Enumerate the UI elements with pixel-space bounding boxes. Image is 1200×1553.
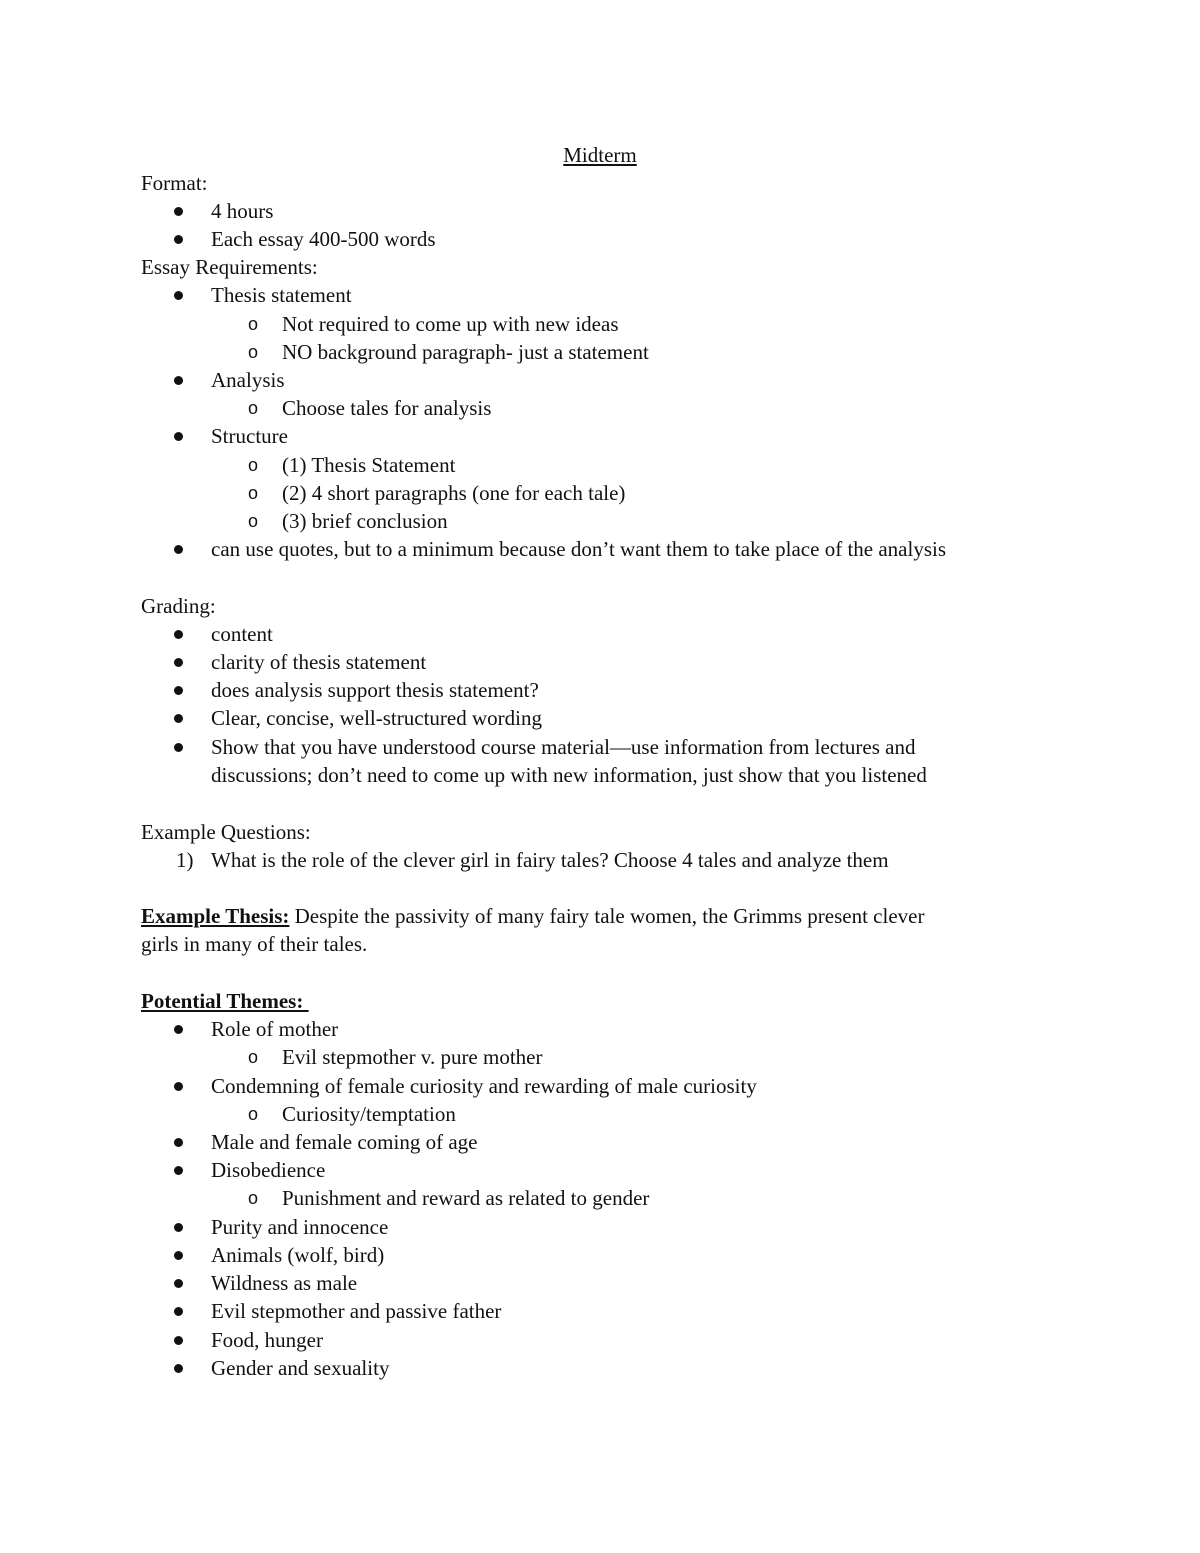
question-number: 1) [176, 848, 194, 872]
requirement-structure: Structure [211, 424, 288, 448]
bullet-icon [174, 545, 183, 554]
sub-bullet-icon: o [248, 455, 259, 475]
bullet-icon [174, 432, 183, 441]
bullet-icon [174, 1307, 183, 1316]
bullet-icon [174, 1223, 183, 1232]
theme-sub-item: Evil stepmother v. pure mother [282, 1045, 543, 1069]
theme-sub-item: Punishment and reward as related to gender [282, 1186, 650, 1210]
requirement-sub-item: Choose tales for analysis [282, 396, 492, 420]
theme-sub-item: Curiosity/temptation [282, 1102, 456, 1126]
sub-bullet-icon: o [248, 314, 259, 334]
requirement-quotes: can use quotes, but to a minimum because don’t want them to take place of the analysis [211, 537, 946, 561]
bullet-icon [174, 1166, 183, 1175]
sub-bullet-icon: o [248, 511, 259, 531]
format-item: Each essay 400-500 words [211, 227, 436, 251]
bullet-icon [174, 235, 183, 244]
example-question: What is the role of the clever girl in fairy tales? Choose 4 tales and analyze them [211, 848, 889, 872]
grading-item-continued: discussions; don’t need to come up with new information, just show that you listened [211, 763, 927, 787]
grading-item: content [211, 622, 273, 646]
theme-item: Gender and sexuality [211, 1356, 390, 1380]
bullet-icon [174, 658, 183, 667]
requirement-sub-item: Not required to come up with new ideas [282, 312, 619, 336]
title-text: Midterm [563, 143, 637, 167]
bullet-icon [174, 1082, 183, 1091]
document-title [0, 141, 1200, 169]
grading-item: does analysis support thesis statement? [211, 678, 539, 702]
theme-item: Wildness as male [211, 1271, 358, 1295]
themes-heading [141, 987, 309, 1015]
theme-item: Condemning of female curiosity and rewarding of male curiosity [211, 1074, 757, 1098]
bullet-icon [174, 1251, 183, 1260]
theme-item: Food, hunger [211, 1328, 323, 1352]
theme-item: Role of mother [211, 1017, 339, 1041]
bullet-icon [174, 207, 183, 216]
requirement-sub-item: (3) brief conclusion [282, 509, 448, 533]
sub-bullet-icon: o [248, 483, 259, 503]
sub-bullet-icon: o [248, 1188, 259, 1208]
format-item: 4 hours [211, 199, 274, 223]
sub-bullet-icon: o [248, 1047, 259, 1067]
bullet-icon [174, 714, 183, 723]
theme-item: Disobedience [211, 1158, 326, 1182]
grading-heading: Grading: [141, 594, 216, 618]
sub-bullet-icon: o [248, 1104, 259, 1124]
bullet-icon [174, 1138, 183, 1147]
example-thesis [141, 902, 924, 930]
format-heading: Format: [141, 171, 208, 195]
theme-item: Evil stepmother and passive father [211, 1299, 502, 1323]
bullet-icon [174, 743, 183, 752]
grading-item: Clear, concise, well-structured wording [211, 706, 542, 730]
sub-bullet-icon: o [248, 342, 259, 362]
requirement-thesis: Thesis statement [211, 283, 352, 307]
theme-item: Purity and innocence [211, 1215, 389, 1239]
bullet-icon [174, 376, 183, 385]
example-thesis-label: Example Thesis: [141, 904, 290, 928]
themes-heading-text: Potential Themes: [141, 989, 309, 1013]
theme-item: Male and female coming of age [211, 1130, 478, 1154]
examples-heading: Example Questions: [141, 820, 311, 844]
requirement-analysis: Analysis [211, 368, 285, 392]
bullet-icon [174, 1364, 183, 1373]
theme-item: Animals (wolf, bird) [211, 1243, 385, 1267]
requirement-sub-item: (2) 4 short paragraphs (one for each tale) [282, 481, 626, 505]
bullet-icon [174, 686, 183, 695]
requirement-sub-item: (1) Thesis Statement [282, 453, 456, 477]
grading-item: Show that you have understood course material—use information from lectures and [211, 735, 916, 759]
grading-item: clarity of thesis statement [211, 650, 427, 674]
sub-bullet-icon: o [248, 398, 259, 418]
requirement-sub-item: NO background paragraph- just a statement [282, 340, 649, 364]
bullet-icon [174, 1025, 183, 1034]
bullet-icon [174, 1279, 183, 1288]
requirements-heading: Essay Requirements: [141, 255, 318, 279]
example-thesis-text: Despite the passivity of many fairy tale women, the Grimms present clever [289, 904, 925, 928]
bullet-icon [174, 630, 183, 639]
example-thesis-continued: girls in many of their tales. [141, 932, 368, 956]
bullet-icon [174, 291, 183, 300]
bullet-icon [174, 1336, 183, 1345]
